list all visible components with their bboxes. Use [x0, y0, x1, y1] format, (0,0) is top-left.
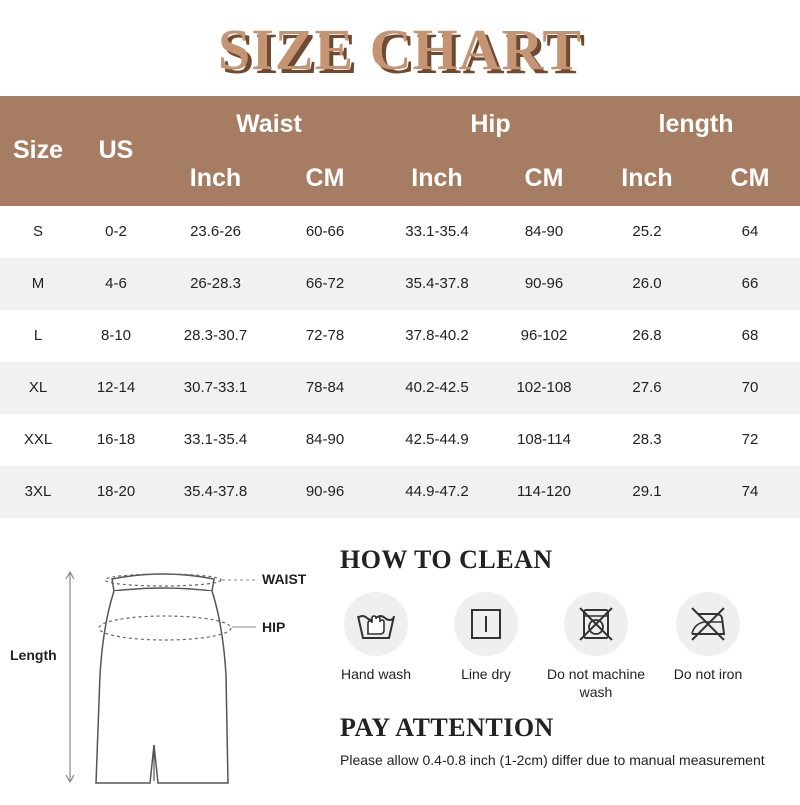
pay-attention-title: PAY ATTENTION: [340, 713, 554, 742]
hand-wash-label: Hand wash: [340, 666, 412, 682]
cell-hip-inch: 37.8-40.2: [405, 327, 469, 344]
header-length-inch: Inch: [621, 164, 673, 192]
care-item-hand-wash: [321, 592, 431, 683]
cell-length-inch: 25.2: [632, 223, 662, 240]
size-table: [0, 96, 800, 518]
cell-waist-cm: 72-78: [305, 327, 345, 344]
cell-length-cm: 68: [741, 327, 759, 344]
skirt-illustration: [0, 555, 330, 800]
cell-length-cm: 64: [741, 223, 759, 240]
length-label: Length: [10, 647, 57, 663]
header-hip-inch: Inch: [411, 164, 463, 192]
cell-hip-cm: 96-102: [520, 327, 568, 344]
cell-size: M: [31, 275, 45, 292]
header-hip-cm: CM: [524, 164, 564, 192]
care-item-no-iron: [653, 592, 763, 683]
cell-waist-inch: 35.4-37.8: [183, 483, 248, 500]
cell-hip-inch: 35.4-37.8: [405, 275, 469, 292]
cell-waist-cm: 60-66: [305, 223, 345, 240]
cell-length-cm: 74: [741, 483, 759, 500]
cell-us: 18-20: [96, 483, 136, 500]
waist-label: WAIST: [262, 571, 307, 587]
header-size: Size: [12, 136, 64, 164]
cell-us: 0-2: [105, 223, 127, 240]
no-iron-icon: [676, 592, 740, 656]
no-machine-wash-icon: [564, 592, 628, 656]
cell-waist-inch: 26-28.3: [190, 275, 241, 292]
no-iron-label: Do not iron: [673, 666, 743, 682]
cell-us: 12-14: [96, 379, 136, 396]
cell-length-inch: 26.0: [632, 275, 662, 292]
cell-length-inch: 27.6: [632, 379, 662, 396]
table-header: [0, 96, 800, 206]
table-row: [0, 414, 800, 466]
cell-length-cm: 70: [741, 379, 759, 396]
cell-length-cm: 72: [741, 431, 759, 448]
cell-size: S: [32, 223, 43, 240]
cell-hip-cm: 114-120: [517, 483, 571, 500]
cell-waist-cm: 90-96: [305, 483, 345, 500]
header-waist: Waist: [236, 110, 302, 138]
cell-hip-cm: 102-108: [516, 379, 572, 396]
cell-us: 16-18: [96, 431, 136, 448]
header-us: US: [98, 136, 134, 164]
hip-label: HIP: [262, 619, 286, 635]
cell-waist-inch: 33.1-35.4: [183, 431, 248, 448]
cell-hip-cm: 108-114: [517, 431, 571, 448]
cell-hip-cm: 90-96: [524, 275, 564, 292]
attention-note: Please allow 0.4-0.8 inch (1-2cm) differ due to manual measurement: [340, 752, 765, 768]
table-row: [0, 258, 800, 310]
cell-waist-inch: 23.6-26: [190, 223, 241, 240]
cell-size: XL: [28, 379, 48, 396]
cell-waist-inch: 28.3-30.7: [183, 327, 248, 344]
cell-length-inch: 29.1: [632, 483, 662, 500]
header-hip: Hip: [470, 110, 511, 138]
table-row: [0, 206, 800, 258]
how-to-clean-title: HOW TO CLEAN: [340, 545, 553, 574]
hand-wash-icon: [344, 592, 408, 656]
line-dry-icon: [454, 592, 518, 656]
line-dry-label: Line dry: [461, 666, 511, 682]
table-row: [0, 362, 800, 414]
no-machine-wash-label: Do not machine wash: [546, 666, 646, 700]
page-title: SIZE CHART: [217, 17, 583, 82]
care-item-line-dry: [431, 592, 541, 683]
cell-length-cm: 66: [741, 275, 759, 292]
header-length-cm: CM: [730, 164, 770, 192]
cell-hip-inch: 40.2-42.5: [405, 379, 469, 396]
skirt-diagram: [0, 555, 330, 800]
cell-size: L: [33, 327, 43, 344]
cell-waist-cm: 84-90: [305, 431, 345, 448]
cell-length-inch: 26.8: [632, 327, 662, 344]
cell-waist-inch: 30.7-33.1: [183, 379, 248, 396]
cell-size: XXL: [23, 431, 53, 448]
cell-hip-inch: 42.5-44.9: [405, 431, 469, 448]
header-length: length: [658, 110, 734, 138]
care-item-no-machine-wash: [541, 592, 651, 701]
cell-size: 3XL: [24, 483, 52, 500]
cell-hip-inch: 33.1-35.4: [405, 223, 469, 240]
table-row: [0, 466, 800, 518]
cell-us: 4-6: [105, 275, 127, 292]
cell-hip-cm: 84-90: [524, 223, 564, 240]
header-waist-cm: CM: [305, 164, 345, 192]
header-waist-inch: Inch: [189, 164, 242, 192]
cell-us: 8-10: [100, 327, 132, 344]
cell-hip-inch: 44.9-47.2: [405, 483, 469, 500]
cell-waist-cm: 78-84: [305, 379, 345, 396]
cell-length-inch: 28.3: [632, 431, 662, 448]
table-body: [0, 206, 800, 518]
table-row: [0, 310, 800, 362]
cell-waist-cm: 66-72: [305, 275, 345, 292]
